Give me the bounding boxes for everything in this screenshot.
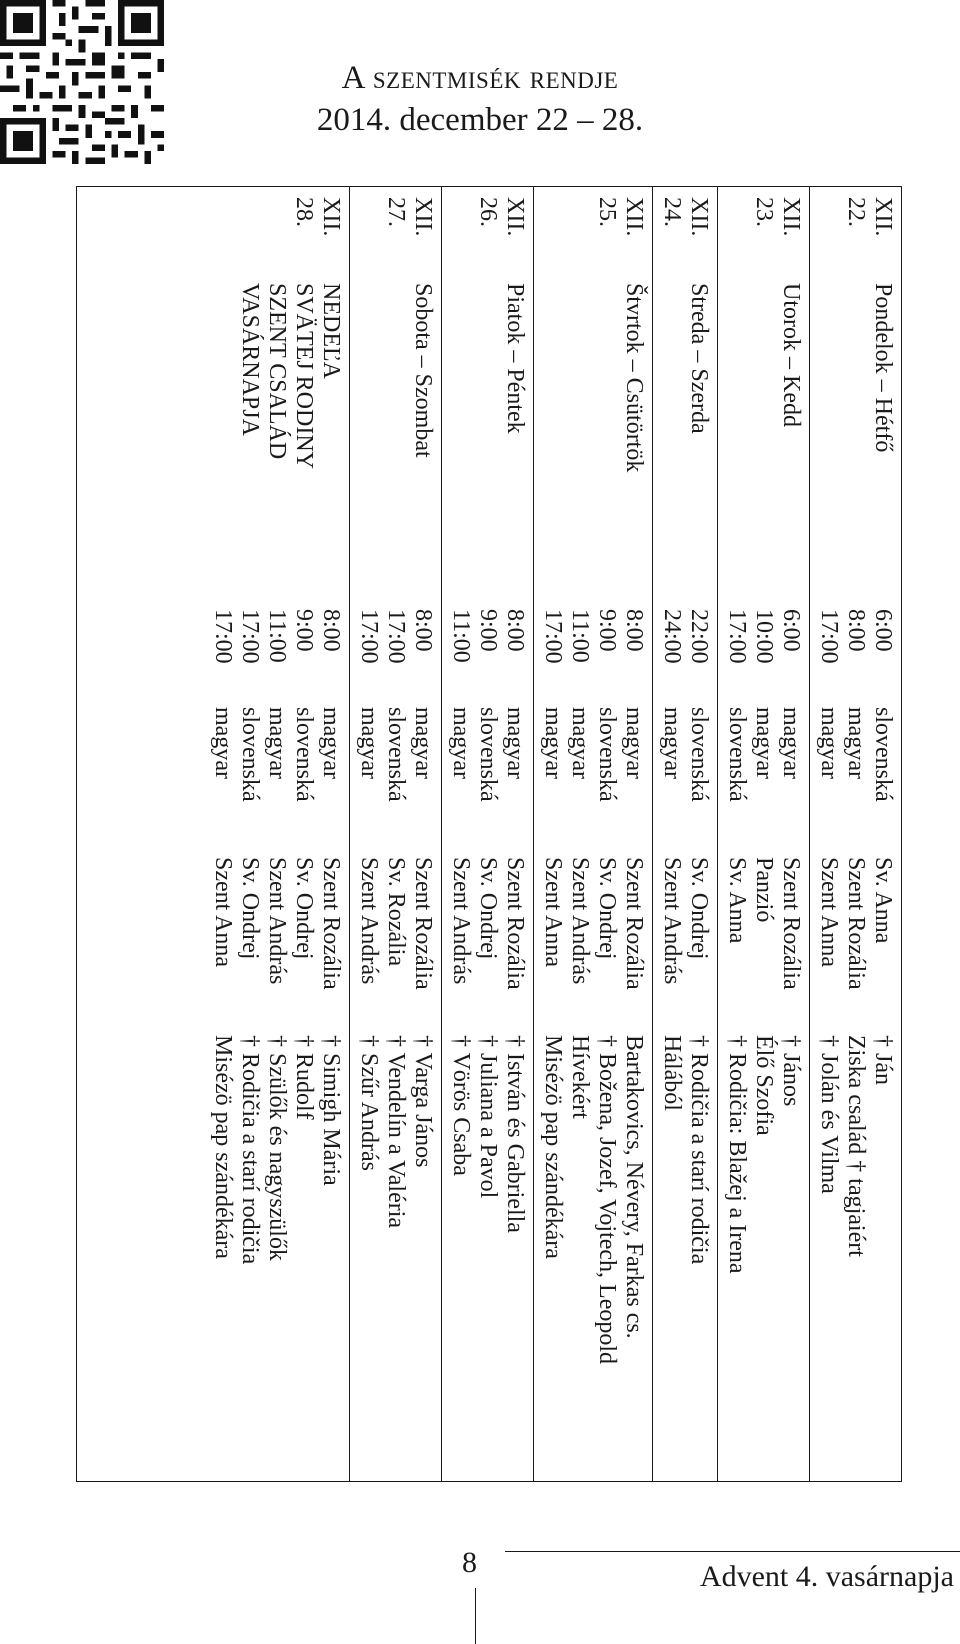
date-text: 27. <box>383 197 409 227</box>
mass-place: Sv. Anna <box>870 857 896 944</box>
place-cell <box>723 857 804 1035</box>
day-cell <box>815 271 896 609</box>
date-text: 22. <box>843 197 869 227</box>
mass-intention: † Szűr András <box>356 1035 382 1171</box>
mass-intention: Hálából <box>659 1035 685 1111</box>
date-text: 25. <box>594 197 620 227</box>
mass-place: Szent Rozália <box>318 857 344 990</box>
date-text: 23. <box>751 197 777 227</box>
mass-place: Szent Rozália <box>621 857 647 990</box>
schedule-row <box>204 187 349 1481</box>
mass-schedule-table <box>76 186 902 1482</box>
place-cell <box>355 857 436 1035</box>
mass-place: Szent András <box>264 857 290 985</box>
mass-time: 22:00 <box>686 609 712 664</box>
date-cell <box>355 187 436 271</box>
date-text: XII. <box>621 197 647 237</box>
mass-intention: † Rudolf <box>291 1035 317 1120</box>
place-cell <box>539 857 647 1035</box>
mass-language: magyar <box>816 707 842 779</box>
intention-cell <box>539 1035 647 1481</box>
mass-time: 11:00 <box>448 609 474 663</box>
page-subtitle-date-range: 2014. december 22 – 28. <box>316 102 644 138</box>
page-title: A szentmisék rendje <box>341 60 619 96</box>
mass-time: 17:00 <box>383 609 409 664</box>
date-text: XII. <box>870 197 896 237</box>
schedule-row <box>441 187 533 1481</box>
mass-place: Panzió <box>751 857 777 923</box>
day-name: NEDEĽA <box>318 283 344 379</box>
intention-cell <box>209 1035 344 1481</box>
mass-intention: † Juliana a Pavol <box>475 1035 501 1199</box>
time-cell <box>658 609 712 707</box>
schedule-row <box>809 187 901 1481</box>
mass-intention: Misézö pap szándékára <box>210 1035 236 1259</box>
mass-language: magyar <box>356 707 382 779</box>
mass-intention: † Vendelín a Valéria <box>383 1035 409 1229</box>
mass-place: Szent Rozália <box>778 857 804 990</box>
mass-place: Sv. Ondrej <box>594 857 620 960</box>
footer-vertical-divider <box>475 1588 476 1644</box>
day-name: SVÄTEJ RODINY <box>291 283 317 469</box>
mass-place: Sv. Ondrej <box>237 857 263 960</box>
mass-language: magyar <box>540 707 566 779</box>
language-cell <box>539 707 647 857</box>
day-cell <box>658 271 712 609</box>
mass-time: 6:00 <box>778 609 804 652</box>
mass-language: magyar <box>621 707 647 779</box>
date-cell <box>658 187 712 271</box>
schedule-table-wrapper <box>76 186 902 1482</box>
mass-intention: † Szülők és nagyszülők <box>264 1035 290 1261</box>
mass-place: Sv. Anna <box>724 857 750 944</box>
mass-place: Szent Anna <box>540 857 566 967</box>
mass-language: magyar <box>448 707 474 779</box>
mass-language: magyar <box>410 707 436 779</box>
date-cell <box>539 187 647 271</box>
mass-intention: Misézö pap szándékára <box>540 1035 566 1259</box>
mass-time: 17:00 <box>724 609 750 664</box>
day-cell <box>539 271 647 609</box>
day-name: SZENT CSALÁD <box>264 283 290 460</box>
mass-language: magyar <box>659 707 685 779</box>
mass-place: Szent Anna <box>210 857 236 967</box>
mass-time: 17:00 <box>210 609 236 664</box>
day-name: Sobota – Szombat <box>410 283 436 458</box>
time-cell <box>355 609 436 707</box>
mass-place: Szent András <box>356 857 382 985</box>
mass-time: 24:00 <box>659 609 685 664</box>
mass-intention: † István és Gabriella <box>502 1035 528 1233</box>
mass-place: Szent Rozália <box>502 857 528 990</box>
mass-time: 9:00 <box>475 609 501 652</box>
mass-place: Szent András <box>659 857 685 985</box>
mass-time: 17:00 <box>356 609 382 664</box>
day-name: Streda – Szerda <box>686 283 712 434</box>
mass-place: Szent András <box>448 857 474 985</box>
mass-place: Sv. Ondrej <box>291 857 317 960</box>
mass-time: 17:00 <box>816 609 842 664</box>
mass-intention: † Jolán és Vilma <box>816 1035 842 1194</box>
mass-time: 8:00 <box>502 609 528 652</box>
place-cell <box>658 857 712 1035</box>
intention-cell <box>658 1035 712 1481</box>
intention-cell <box>355 1035 436 1481</box>
date-text: XII. <box>318 197 344 237</box>
mass-language: slovenská <box>291 707 317 802</box>
date-text: XII. <box>778 197 804 237</box>
mass-place: Szent Rozália <box>410 857 436 990</box>
day-name: Pondelok – Hétfő <box>870 283 896 453</box>
mass-language: magyar <box>567 707 593 779</box>
mass-time: 8:00 <box>843 609 869 652</box>
day-cell <box>447 271 528 609</box>
date-cell <box>209 187 344 271</box>
mass-time: 11:00 <box>264 609 290 663</box>
mass-language: magyar <box>318 707 344 779</box>
time-cell <box>539 609 647 707</box>
mass-language: magyar <box>210 707 236 779</box>
mass-intention: Hívekért <box>567 1035 593 1119</box>
intention-cell <box>723 1035 804 1481</box>
mass-language: magyar <box>843 707 869 779</box>
mass-language: slovenská <box>475 707 501 802</box>
date-cell <box>723 187 804 271</box>
day-name: Utorok – Kedd <box>778 283 804 427</box>
time-cell <box>723 609 804 707</box>
mass-language: slovenská <box>724 707 750 802</box>
schedule-row <box>717 187 809 1481</box>
schedule-row <box>349 187 441 1481</box>
mass-time: 17:00 <box>237 609 263 664</box>
language-cell <box>658 707 712 857</box>
mass-time: 10:00 <box>751 609 777 664</box>
mass-time: 8:00 <box>318 609 344 652</box>
mass-place: Szent Anna <box>816 857 842 967</box>
day-cell <box>209 271 344 609</box>
place-cell <box>815 857 896 1035</box>
mass-time: 11:00 <box>567 609 593 663</box>
date-text: XII. <box>410 197 436 237</box>
mass-intention: Élő Szofia <box>751 1035 777 1136</box>
mass-intention: Ziska család † tagjaiért <box>843 1035 869 1257</box>
mass-intention: † János <box>778 1035 804 1107</box>
mass-place: Szent Rozália <box>843 857 869 990</box>
day-name: VASÁRNAPJA <box>237 283 263 436</box>
mass-time: 6:00 <box>870 609 896 652</box>
language-cell <box>209 707 344 857</box>
mass-language: magyar <box>751 707 777 779</box>
mass-place: Sv. Ondrej <box>475 857 501 960</box>
mass-place: Szent András <box>567 857 593 985</box>
mass-language: slovenská <box>383 707 409 802</box>
mass-time: 9:00 <box>291 609 317 652</box>
day-name: Piatok – Péntek <box>502 283 528 434</box>
mass-place: Sv. Rozália <box>383 857 409 967</box>
language-cell <box>447 707 528 857</box>
day-cell <box>723 271 804 609</box>
footer-text: Advent 4. vasárnapja <box>699 1560 954 1593</box>
intention-cell <box>815 1035 896 1481</box>
mass-place: Sv. Ondrej <box>686 857 712 960</box>
date-text: 24. <box>659 197 685 227</box>
time-cell <box>815 609 896 707</box>
mass-intention: † Simigh Mária <box>318 1035 344 1186</box>
day-cell <box>355 271 436 609</box>
place-cell <box>209 857 344 1035</box>
time-cell <box>209 609 344 707</box>
mass-intention: † Rodičia a starí rodičia <box>237 1035 263 1265</box>
mass-intention: † Vörös Csaba <box>448 1035 474 1176</box>
mass-intention: † Rodičia a starí rodičia <box>686 1035 712 1265</box>
schedule-row <box>533 187 652 1481</box>
mass-time: 8:00 <box>410 609 436 652</box>
mass-time: 17:00 <box>540 609 566 664</box>
mass-time: 9:00 <box>594 609 620 652</box>
mass-time: 8:00 <box>621 609 647 652</box>
day-name: Štvrtok – Csütörtök <box>621 283 647 473</box>
mass-intention: Bartakovics, Névery, Farkas cs. <box>621 1035 647 1339</box>
language-cell <box>723 707 804 857</box>
mass-language: slovenská <box>870 707 896 802</box>
date-cell <box>815 187 896 271</box>
date-text: 26. <box>475 197 501 227</box>
time-cell <box>447 609 528 707</box>
place-cell <box>447 857 528 1035</box>
mass-intention: † Rodičia: Blažej a Irena <box>724 1035 750 1274</box>
intention-cell <box>447 1035 528 1481</box>
mass-intention: † Božena, Jozef, Vojtech, Leopold <box>594 1035 620 1365</box>
mass-language: slovenská <box>686 707 712 802</box>
mass-language: magyar <box>502 707 528 779</box>
mass-language: slovenská <box>594 707 620 802</box>
date-text: XII. <box>686 197 712 237</box>
qr-code <box>0 0 164 164</box>
mass-language: magyar <box>778 707 804 779</box>
schedule-row <box>652 187 717 1481</box>
mass-intention: † Ján <box>870 1035 896 1085</box>
language-cell <box>355 707 436 857</box>
page-number: 8 <box>462 1546 477 1579</box>
mass-language: magyar <box>264 707 290 779</box>
date-text: 28. <box>291 197 317 227</box>
footer-divider <box>505 1551 960 1552</box>
mass-language: slovenská <box>237 707 263 802</box>
date-cell <box>447 187 528 271</box>
date-text: XII. <box>502 197 528 237</box>
language-cell <box>815 707 896 857</box>
mass-intention: † Varga János <box>410 1035 436 1168</box>
